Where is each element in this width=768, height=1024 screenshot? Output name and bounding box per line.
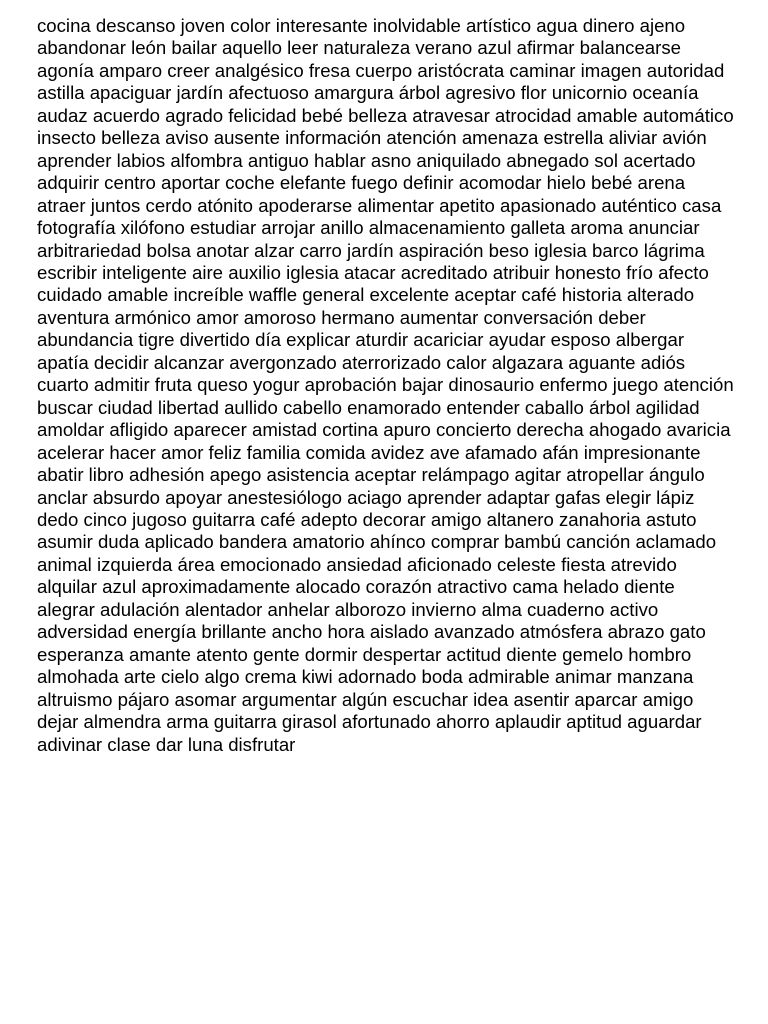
word-list-text bbox=[37, 15, 768, 756]
text-line-8: adquirir centro aportar coche elefante fuego definir acomodar hielo bebé arena bbox=[37, 172, 686, 194]
text-line-14: aventura armónico amor amoroso hermano aumentar conversación deber bbox=[37, 306, 646, 328]
text-line-15: abundancia tigre divertido día explicar aturdir acariciar ayudar esposo albergar bbox=[37, 329, 685, 351]
text-line-21: abatir libro adhesión apego asistencia aceptar relámpago agitar atropellar ángulo bbox=[37, 464, 705, 486]
text-line-6: insecto belleza aviso ausente información atención amenaza estrella aliviar avión bbox=[37, 127, 707, 149]
text-line-25: animal izquierda área emocionado ansiedad aficionado celeste fiesta atrevido bbox=[37, 553, 677, 575]
text-line-30: almohada arte cielo algo crema kiwi adornado boda admirable animar manzana bbox=[37, 666, 694, 688]
text-line-26: alquilar azul aproximadamente alocado corazón atractivo cama helado diente bbox=[37, 576, 675, 598]
text-line-23: dedo cinco jugoso guitarra café adepto decorar amigo altanero zanahoria astuto bbox=[37, 508, 697, 530]
text-line-5: audaz acuerdo agrado felicidad bebé belleza atravesar atrocidad amable automático bbox=[37, 104, 734, 126]
text-line-1: cocina descanso joven color interesante inolvidable artístico agua dinero ajeno bbox=[37, 15, 686, 36]
text-line-18: buscar ciudad libertad aullido cabello enamorado entender caballo árbol agilidad bbox=[37, 396, 700, 418]
text-line-13: cuidado amable increíble waffle general excelente aceptar café historia alterado bbox=[37, 284, 695, 306]
text-line-31: altruismo pájaro asomar argumentar algún escuchar idea asentir aparcar amigo bbox=[37, 688, 694, 710]
text-line-24: asumir duda aplicado bandera amatorio ahínco comprar bambú canción aclamado bbox=[37, 531, 717, 553]
text-line-27: alegrar adulación alentador anhelar alborozo invierno alma cuaderno activo bbox=[37, 598, 659, 620]
text-line-2: abandonar león bailar aquello leer naturaleza verano azul afirmar balancearse bbox=[37, 37, 681, 59]
text-line-28: adversidad energía brillante ancho hora aislado avanzado atmósfera abrazo gato bbox=[37, 621, 706, 643]
text-line-17: cuarto admitir fruta queso yogur aprobación bajar dinosaurio enfermo juego atención bbox=[37, 374, 734, 396]
text-line-10: fotografía xilófono estudiar arrojar anillo almacenamiento galleta aroma anunciar bbox=[37, 217, 700, 239]
text-line-7: aprender labios alfombra antiguo hablar asno aniquilado abnegado sol acertado bbox=[37, 149, 696, 171]
text-line-32: dejar almendra arma guitarra girasol afortunado ahorro aplaudir aptitud aguardar bbox=[37, 711, 702, 733]
text-line-29: esperanza amante atento gente dormir despertar actitud diente gemelo hombro bbox=[37, 643, 692, 665]
text-line-4: astilla apaciguar jardín afectuoso amargura árbol agresivo flor unicornio oceanía bbox=[37, 82, 699, 104]
text-line-20: acelerar hacer amor feliz familia comida avidez ave afamado afán impresionante bbox=[37, 441, 701, 463]
text-line-9: atraer juntos cerdo atónito apoderarse alimentar apetito apasionado auténtico casa bbox=[37, 194, 722, 216]
text-line-3: agonía amparo creer analgésico fresa cuerpo aristócrata caminar imagen autoridad bbox=[37, 59, 725, 81]
text-line-19: amoldar afligido aparecer amistad cortina apuro concierto derecha ahogado avaricia bbox=[37, 419, 731, 441]
text-line-33: adivinar clase dar luna disfrutar bbox=[37, 733, 296, 755]
text-line-22: anclar absurdo apoyar anestesiólogo aciago aprender adaptar gafas elegir lápiz bbox=[37, 486, 695, 508]
text-line-12: escribir inteligente aire auxilio iglesia atacar acreditado atribuir honesto frío afecto bbox=[37, 261, 709, 283]
text-line-11: arbitrariedad bolsa anotar alzar carro jardín aspiración beso iglesia barco lágrima bbox=[37, 239, 705, 261]
text-line-16: apatía decidir alcanzar avergonzado aterrorizado calor algazara aguante adiós bbox=[37, 351, 686, 373]
